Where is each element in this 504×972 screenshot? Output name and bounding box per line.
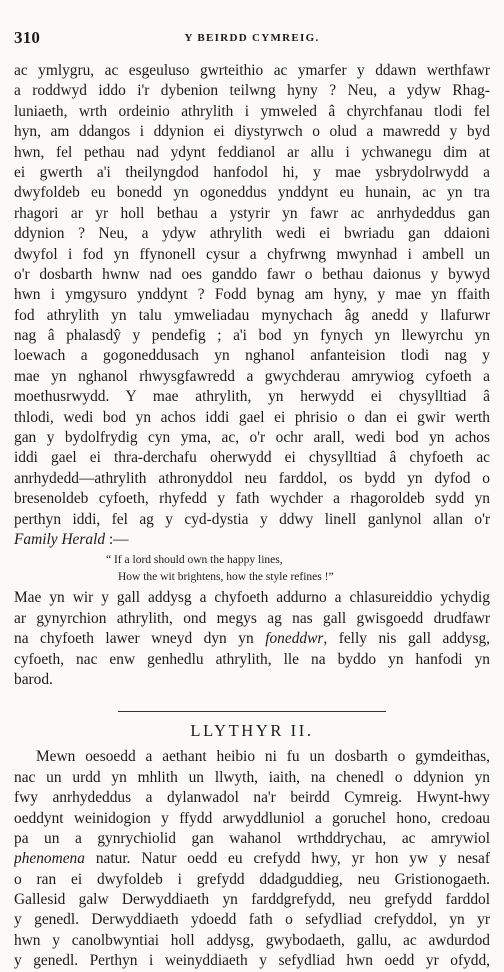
text-line: Mewn oesoedd a aethant heibio ni fu un dosbarth o gymdeithas,: [36, 748, 490, 766]
text-line: Mae yn wir y gall addysg a chyfoeth addurno a chlasureiddio ychydig: [14, 589, 490, 607]
text-line: phenomena natur. Natur oedd eu crefydd hwy, yr hon yw y nesaf: [14, 850, 490, 868]
paragraph: [14, 588, 490, 690]
text-line: dwyfol i fod yn ffynonell cysur a chyfrwng mwynhad i ambell un: [14, 245, 490, 263]
text-line: rhagori ar yr holl bethau a ystyrir yn fawr ac anrhydeddus gan: [14, 204, 490, 222]
page-body: [14, 61, 490, 972]
italic-word: phenomena: [14, 850, 85, 868]
text-line: loewach a gogoneddusach yn nghanol anfanteision tlodi nag y: [14, 347, 490, 365]
text-line: cyfoeth, nac enw genhedlu athrylith, lle na byddo yn hanfodi yn: [14, 650, 490, 668]
section-divider: [118, 711, 386, 712]
text-line: ar gynyrchion athrylith, ond megys ag nas gall gwisgoedd drudfawr: [14, 609, 490, 627]
text-line: iddi gael ei thra-derchafu oherwydd ei chysylltiad â chyfoeth ac: [14, 449, 490, 467]
text-line: thlodi, wedi bod yn achos iddi gael ei phrisio o dan ei gwir werth: [14, 408, 490, 426]
text-line: y genedl. Perthyn i weinyddiaeth y sefydliad hwn oedd yr ofydd,: [14, 952, 490, 970]
text-line: pa un a gynrychiolid gan wahanol wrthddrychau, ac amrywiol: [14, 829, 490, 847]
text-line: bresenoldeb cyfoeth, rhyfedd y fath wychder a rhagoroldeb sydd yn: [14, 490, 490, 508]
running-head: Y BEIRDD CYMREIG.: [184, 32, 320, 44]
text-line: ddynion ? Neu, a ydyw athrylith wedi ei bwriadu gan ddaioni: [14, 225, 490, 243]
text-line: fwy anrhydeddus a dylanwadol na'r beirdd Cymreig. Hwynt-hwy: [14, 789, 490, 807]
text-line: oeddynt weinidogion y ffydd arwyddluniol a goruchel hono, credoau: [14, 809, 490, 827]
quote-line: How the wit brightens, how the style refines !”: [118, 571, 334, 584]
text-line: hwn, fel pethau nad ydynt feddianol ar allu i ychwanegu dim at: [14, 143, 490, 161]
text-line: gan y bydolfrydig cyn yma, ac, o'r ochr arall, wedi bod yn achos: [14, 429, 490, 447]
text-line: nac un urdd yn mhlith un llwyth, iaith, na chenedl o ddynion yn: [14, 768, 490, 786]
text-line: fod athrylith yn talu ymweliadau mynychach âg anedd y llafurwr: [14, 306, 490, 324]
text-line: hyn, am ddangos i ddynion ei diystyrwch o olud a mawredd y byd: [14, 123, 490, 141]
text-line: hwn y canolbwyntiai holl addysg, gwybodaeth, gallu, ac awdurdod: [14, 931, 490, 949]
page-header: [14, 28, 490, 48]
text-line: perthyn iddi, fel ag y cyd-dystia y ddwy linell ganlynol allan o'r: [14, 510, 490, 528]
page-number: 310: [14, 28, 41, 47]
source-title: Family Herald: [14, 530, 106, 548]
paragraph-continuation: [14, 61, 490, 550]
text-line: ei gwerth a'i theilyngdod hanfodol hi, y mae ysbrydolrwydd a: [14, 163, 490, 181]
text-line: mae yn nghanol rhwysgfawredd a gwychderau amrywiog cyfoeth a: [14, 367, 490, 385]
text-line: moethusrwydd. Y mae athrylith, yn herwydd ei chysylltiad â: [14, 388, 490, 406]
text-line: hwn i ymgysuro ynddynt ? Fodd bynag am hyny, y mae yn ffaith: [14, 286, 490, 304]
source-suffix: :—: [105, 530, 129, 548]
quote-line: “ If a lord should own the happy lines,: [106, 554, 283, 567]
text-line: o ran ei dwyfoldeb i grefydd ddadguddieg, neu Gristionogaeth.: [14, 870, 490, 888]
text-line: o'r dosbarth hwnw nad oes ganddo fawr o bethau daionus y bywyd: [14, 265, 490, 283]
text-line: ac ymlygru, ac esgeuluso gwrteithio ac ymarfer y ddawn werthfawr: [14, 62, 490, 79]
text-line: anrhydedd—athrylith athronyddol neu farddol, os bydd yn dyfod o: [14, 469, 490, 487]
text-line: barod.: [14, 670, 53, 688]
letter-paragraph: [14, 747, 490, 971]
text-line: Gallesid galw Derwyddiaeth yn farddgrefydd, neu grefydd farddol: [14, 891, 490, 909]
text-line: luniaeth, wrth ordeinio athrylith i ymweled â chyrchfanau tlodi fel: [14, 102, 490, 120]
chapter-title: LLYTHYR II.: [190, 721, 314, 741]
text-line: dwyfoldeb eu bonedd yn ogoneddus ynddynt eu hunain, ac yn tra: [14, 184, 490, 202]
text-line: nag â phalasdŷ y pendefig ; a'i bod yn fynych yn llewyrchu yn: [14, 327, 490, 345]
italic-word: foneddwr: [265, 630, 324, 648]
text-line: a roddwyd iddo i'r dybenion teilwng hyny ? Neu, a ydyw Rhag-: [14, 82, 490, 100]
text-line: [14, 530, 490, 550]
text-line: y genedl. Derwyddiaeth ydoedd fath o sefydliad crefyddol, yn yr: [14, 911, 490, 929]
verse-quote: [14, 553, 490, 584]
text-line: na chyfoeth lawer wneyd dyn yn foneddwr, felly nis gall addysg,: [14, 630, 490, 648]
